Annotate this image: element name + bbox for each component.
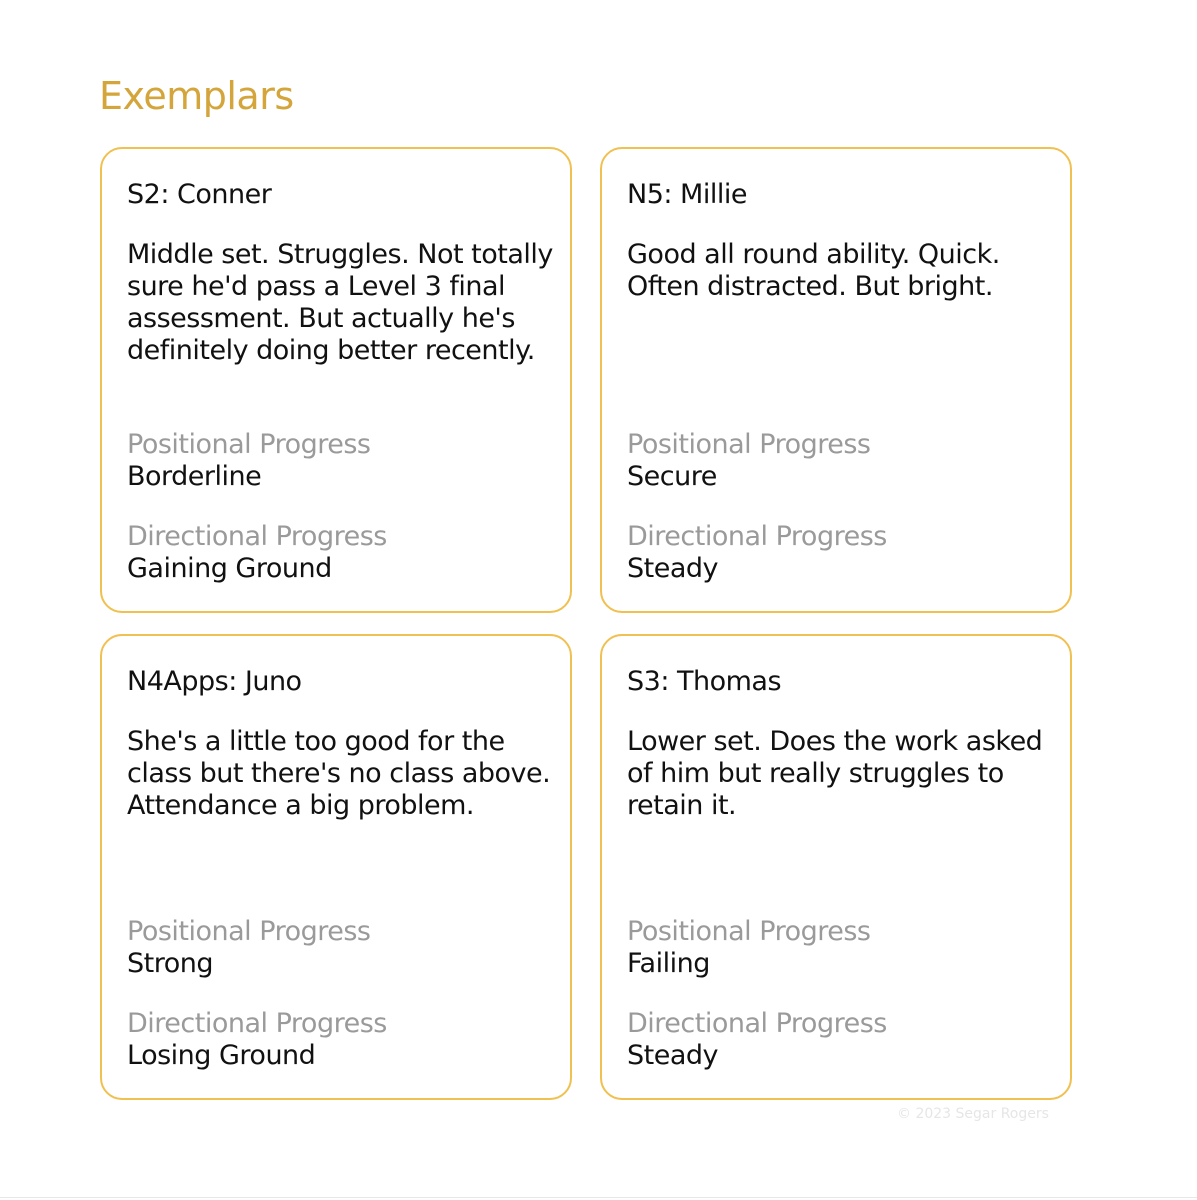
card-title: S2: Conner	[127, 179, 272, 210]
card-description: Good all round ability. Quick. Often distracted. But bright.	[627, 239, 1000, 302]
positional-progress-label: Positional Progress	[127, 429, 371, 460]
directional-progress-label: Directional Progress	[627, 1008, 887, 1039]
directional-progress-label: Directional Progress	[127, 1008, 387, 1039]
directional-progress-value: Steady	[627, 1040, 718, 1071]
positional-progress-value: Failing	[627, 948, 710, 979]
exemplar-card-millie	[600, 147, 1072, 613]
card-description: Lower set. Does the work asked of him but really struggles to retain it.	[627, 726, 1043, 821]
positional-progress-value: Borderline	[127, 461, 262, 492]
exemplar-card-thomas	[600, 634, 1072, 1100]
positional-progress-value: Strong	[127, 948, 214, 979]
directional-progress-label: Directional Progress	[627, 521, 887, 552]
page-title: Exemplars	[99, 74, 294, 118]
card-description: She's a little too good for the class but there's no class above. Attendance a big problem.	[127, 726, 551, 821]
exemplar-card-juno	[100, 634, 572, 1100]
bottom-divider	[0, 1197, 1197, 1198]
positional-progress-value: Secure	[627, 461, 717, 492]
positional-progress-label: Positional Progress	[127, 916, 371, 947]
directional-progress-value: Losing Ground	[127, 1040, 316, 1071]
card-title: N4Apps: Juno	[127, 666, 302, 697]
card-description: Middle set. Struggles. Not totally sure he'd pass a Level 3 final assessment. But actually he's definitely doing better recently.	[127, 239, 553, 366]
directional-progress-label: Directional Progress	[127, 521, 387, 552]
card-title: S3: Thomas	[627, 666, 782, 697]
copyright-notice: © 2023 Segar Rogers	[897, 1106, 1049, 1122]
directional-progress-value: Steady	[627, 553, 718, 584]
positional-progress-label: Positional Progress	[627, 916, 871, 947]
exemplar-card-conner	[100, 147, 572, 613]
positional-progress-label: Positional Progress	[627, 429, 871, 460]
card-title: N5: Millie	[627, 179, 747, 210]
directional-progress-value: Gaining Ground	[127, 553, 332, 584]
